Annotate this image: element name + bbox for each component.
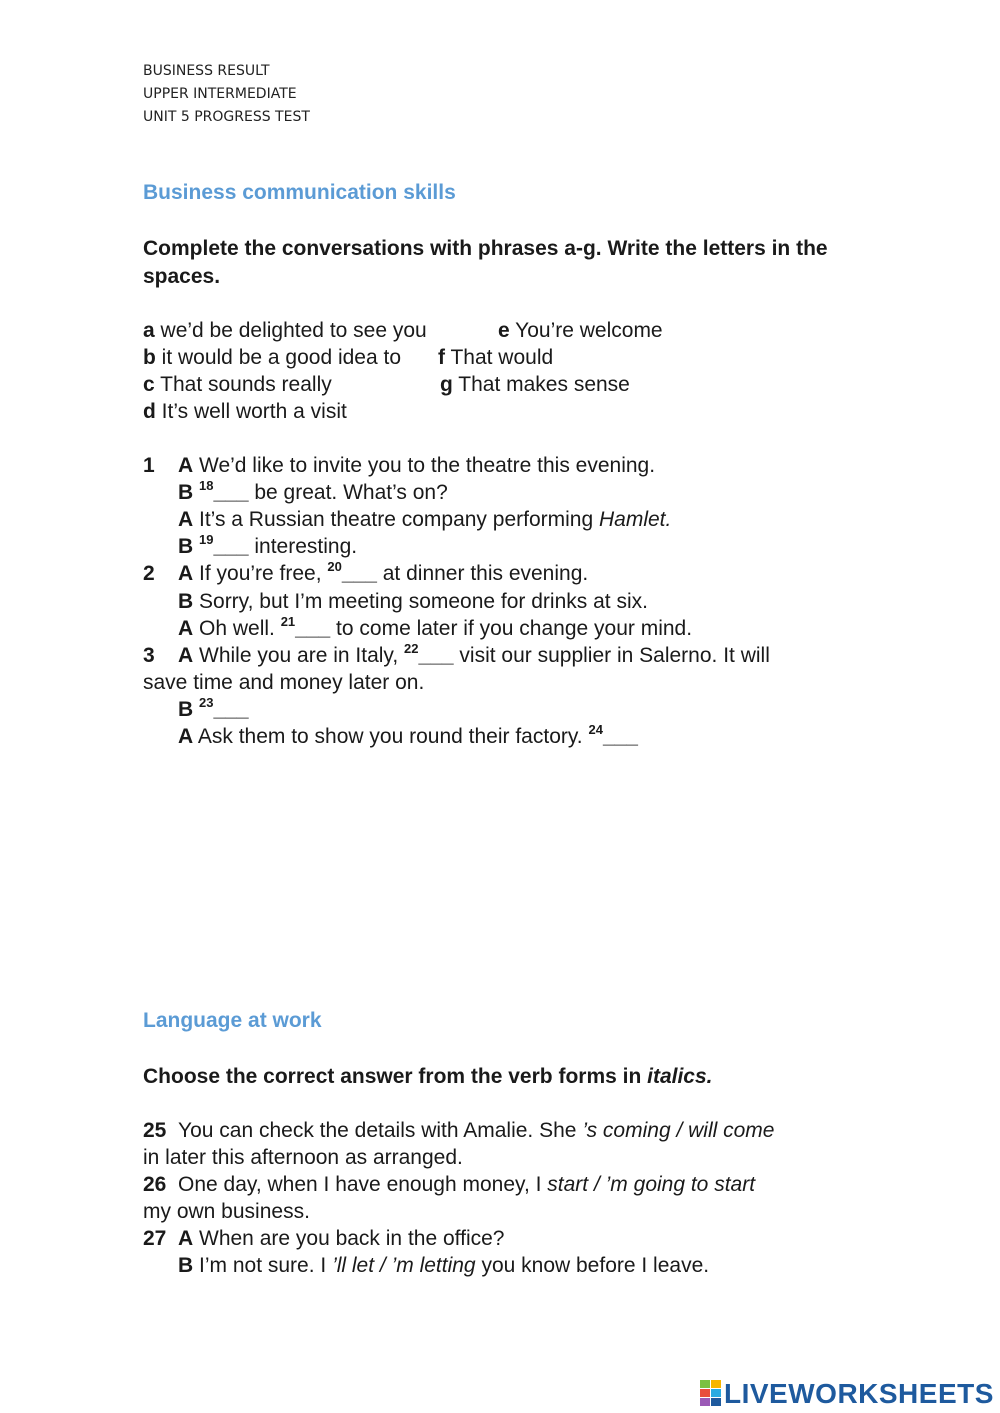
phrase-c: c That sounds really [143,373,332,396]
liveworksheets-logo [700,1378,994,1410]
gap-number-23: 23 [199,695,214,710]
question-26-line-2: my own business. [143,1200,310,1223]
question-27-line-1: 27 A When are you back in the office? [143,1227,505,1250]
section-title-language-at-work: Language at work [143,1009,322,1032]
question-25-line-2: in later this afternoon as arranged. [143,1146,463,1169]
gap-number-22: 22 [404,641,419,656]
conversation-3-line-3: B $^{23}$___ [178,695,249,721]
gap-number-24: 24 [588,722,603,737]
answer-blank-23[interactable]: ___ [213,698,249,721]
conversation-3-line-4: A Ask them to show you round their factory. $^{24}$___ [178,722,638,748]
header-course: BUSINESS RESULT [143,63,270,79]
document-header [143,60,310,129]
conversation-2-line-1: 2 A If you’re free, $^{20}$___ at dinner this evening. [143,559,589,585]
answer-blank-21[interactable]: ___ [295,617,331,640]
question-27-line-2: B I’m not sure. I ’ll let / ’m letting you know before I leave. [178,1254,710,1277]
conversation-2-line-3: A Oh well. $^{21}$___ to come later if you change your mind. [178,614,693,640]
question-27-options[interactable]: ’ll let / ’m letting [332,1254,476,1277]
answer-blank-18[interactable]: ___ [213,481,249,504]
answer-blank-20[interactable]: ___ [341,562,377,585]
section2-instruction: Choose the correct answer from the verb forms in italics. [143,1065,713,1088]
logo-text: LIVEWORKSHEETS [724,1378,994,1409]
gap-number-20: 20 [327,559,342,574]
header-level: UPPER INTERMEDIATE [143,86,297,102]
conversation-1-line-1: 1 A We’d like to invite you to the theatre this evening. [143,454,656,477]
phrase-d: d It’s well worth a visit [143,400,347,423]
phrase-f: f That would [438,346,554,369]
conversation-3-line-2: save time and money later on. [143,671,425,694]
answer-blank-22[interactable]: ___ [418,644,454,667]
section-title-business-communication: Business communication skills [143,181,456,204]
gap-number-18: 18 [199,478,214,493]
conversation-1-line-4: B $^{19}$___ interesting. [178,532,358,558]
gap-number-19: 19 [199,532,214,547]
conversation-3-line-1: 3 A While you are in Italy, $^{22}$___ visit our supplier in Salerno. It will [143,641,770,667]
conversation-1-line-2: B $^{18}$___ be great. What’s on? [178,478,448,504]
phrase-e: e You’re welcome [498,319,663,342]
header-unit: UNIT 5 PROGRESS TEST [143,109,310,125]
conversation-2-line-2: B Sorry, but I’m meeting someone for drinks at six. [178,590,648,613]
phrase-b: b it would be a good idea to [143,346,402,369]
phrase-a: a we’d be delighted to see you [143,319,427,342]
gap-number-21: 21 [280,614,296,629]
phrase-g: g That makes sense [440,373,630,396]
question-25-options[interactable]: ’s coming / will come [582,1119,775,1142]
logo-blocks-icon [700,1380,722,1406]
section1-instruction: Complete the conversations with phrases a-g. Write the letters in the spaces. [143,237,828,288]
question-25-line-1: 25 You can check the details with Amalie. She ’s coming / will come [143,1119,775,1142]
question-26-options[interactable]: start / ’m going to start [547,1173,756,1196]
answer-blank-24[interactable]: ___ [602,725,638,748]
question-26-line-1: 26 One day, when I have enough money, I start / ’m going to start [143,1173,756,1196]
answer-blank-19[interactable]: ___ [213,535,249,558]
conversation-1-line-3: A It’s a Russian theatre company performing Hamlet. [178,508,672,531]
